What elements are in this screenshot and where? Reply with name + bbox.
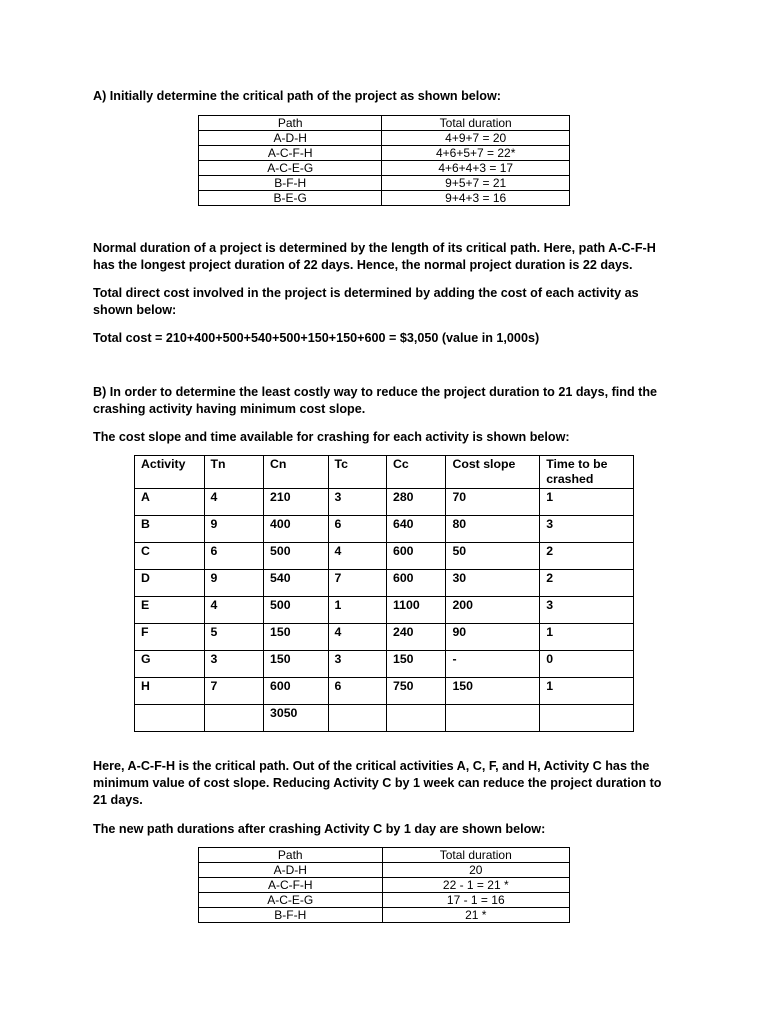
table-cell: 4 bbox=[328, 624, 386, 651]
crashing-table-body bbox=[135, 456, 634, 732]
table-cell: 4+6+5+7 = 22* bbox=[382, 146, 570, 161]
table-cell: 21 * bbox=[382, 908, 569, 923]
new-path-table bbox=[198, 847, 570, 923]
new-paths-intro: The new path durations after crashing Activity C by 1 day are shown below: bbox=[93, 822, 546, 836]
table-cell: 280 bbox=[386, 489, 445, 516]
section-b-label: B) bbox=[93, 385, 107, 399]
table-row bbox=[135, 624, 634, 651]
table-cell: 150 bbox=[386, 651, 445, 678]
table-cell: 0 bbox=[540, 651, 634, 678]
table-cell: 640 bbox=[386, 516, 445, 543]
table-cell: A-C-F-H bbox=[199, 878, 383, 893]
section-a-label: A) bbox=[93, 89, 107, 103]
table-header-row bbox=[199, 116, 570, 131]
table-header-cell: Total duration bbox=[382, 116, 570, 131]
table-row bbox=[135, 516, 634, 543]
normal-duration-paragraph: Normal duration of a project is determined by the length of its critical path. Here, path A-C-F-H has the longest project duration of 22 days. Hence, the normal project duration is 22 days. bbox=[93, 241, 656, 272]
table-row bbox=[199, 893, 570, 908]
table-cell bbox=[328, 705, 386, 732]
table-cell: 2 bbox=[540, 570, 634, 597]
table-header-row bbox=[199, 848, 570, 863]
table-cell: F bbox=[135, 624, 205, 651]
table-cell: 500 bbox=[264, 543, 329, 570]
table-header-cell: Path bbox=[199, 116, 382, 131]
table-cell: A-D-H bbox=[199, 863, 383, 878]
table-cell: A bbox=[135, 489, 205, 516]
crashing-table bbox=[134, 455, 634, 732]
critical-path-table bbox=[198, 115, 570, 206]
direct-cost-paragraph: Total direct cost involved in the project is determined by adding the cost of each activity as shown below: bbox=[93, 286, 639, 317]
table-cell: 3050 bbox=[264, 705, 329, 732]
table-cell: G bbox=[135, 651, 205, 678]
table-header-cell: Cc bbox=[386, 456, 445, 489]
table-row bbox=[135, 651, 634, 678]
table-cell: 3 bbox=[540, 516, 634, 543]
table-cell: 400 bbox=[264, 516, 329, 543]
table-cell: A-D-H bbox=[199, 131, 382, 146]
total-cost-paragraph: Total cost = 210+400+500+540+500+150+150+600 = $3,050 (value in 1,000s) bbox=[93, 331, 540, 345]
table-cell: 3 bbox=[328, 651, 386, 678]
table-cell: 500 bbox=[264, 597, 329, 624]
table-cell: 4 bbox=[328, 543, 386, 570]
section-b-intro bbox=[93, 384, 673, 418]
table-cell: 4 bbox=[204, 489, 263, 516]
table-header-cell: Tc bbox=[328, 456, 386, 489]
table-cell bbox=[386, 705, 445, 732]
table-cell: 1 bbox=[540, 624, 634, 651]
table-cell: 20 bbox=[382, 863, 569, 878]
table-cell: 9+5+7 = 21 bbox=[382, 176, 570, 191]
table-cell: 240 bbox=[386, 624, 445, 651]
table-row bbox=[199, 863, 570, 878]
table-cell: 9 bbox=[204, 570, 263, 597]
table-cell: 4+9+7 = 20 bbox=[382, 131, 570, 146]
table-cell: 4 bbox=[204, 597, 263, 624]
table-row bbox=[199, 191, 570, 206]
section-a-intro bbox=[93, 88, 673, 105]
table-row bbox=[135, 489, 634, 516]
table-cell: 150 bbox=[264, 651, 329, 678]
table-cell: C bbox=[135, 543, 205, 570]
table-header-cell: Activity bbox=[135, 456, 205, 489]
table-cell: - bbox=[446, 651, 540, 678]
table-row bbox=[135, 678, 634, 705]
table-cell: 210 bbox=[264, 489, 329, 516]
table-cell: 1 bbox=[328, 597, 386, 624]
table-row bbox=[135, 597, 634, 624]
table-cell: 7 bbox=[204, 678, 263, 705]
section-a-intro-text: Initially determine the critical path of the project as shown below: bbox=[109, 89, 501, 103]
table-cell: 1 bbox=[540, 489, 634, 516]
table-cell: 80 bbox=[446, 516, 540, 543]
table-cell: 600 bbox=[386, 543, 445, 570]
table-cell: 30 bbox=[446, 570, 540, 597]
table-cell: 6 bbox=[328, 516, 386, 543]
table-cell: E bbox=[135, 597, 205, 624]
table-cell: 750 bbox=[386, 678, 445, 705]
table-row bbox=[199, 878, 570, 893]
table-cell: A-C-E-G bbox=[199, 161, 382, 176]
table-row bbox=[199, 161, 570, 176]
table-header-row bbox=[135, 456, 634, 489]
table-cell: 6 bbox=[328, 678, 386, 705]
table-row bbox=[199, 131, 570, 146]
table-cell: 3 bbox=[328, 489, 386, 516]
table-cell: 50 bbox=[446, 543, 540, 570]
table-header-cell: Time to be crashed bbox=[540, 456, 634, 489]
table-cell: 9 bbox=[204, 516, 263, 543]
table-cell: 3 bbox=[204, 651, 263, 678]
new-path-table-body bbox=[199, 848, 570, 923]
table-row bbox=[199, 908, 570, 923]
table-cell: 4+6+4+3 = 17 bbox=[382, 161, 570, 176]
table-row bbox=[135, 570, 634, 597]
table-cell: 6 bbox=[204, 543, 263, 570]
critical-analysis-paragraph: Here, A-C-F-H is the critical path. Out of the critical activities A, C, F, and H, Activity C has the minimum value of cost slope. Reducing Activity C by 1 week can reduce the project duration to 21 days. bbox=[93, 759, 662, 807]
table-cell: 1 bbox=[540, 678, 634, 705]
table-row bbox=[199, 176, 570, 191]
table-cell: 540 bbox=[264, 570, 329, 597]
table-header-cell: Cost slope bbox=[446, 456, 540, 489]
table-header-cell: Tn bbox=[204, 456, 263, 489]
table-cell: 70 bbox=[446, 489, 540, 516]
table-cell bbox=[204, 705, 263, 732]
table-cell: 150 bbox=[264, 624, 329, 651]
table-cell: 7 bbox=[328, 570, 386, 597]
table-cell: 1100 bbox=[386, 597, 445, 624]
table-header-cell: Total duration bbox=[382, 848, 569, 863]
table-header-cell: Cn bbox=[264, 456, 329, 489]
table-cell: 150 bbox=[446, 678, 540, 705]
table-cell: A-C-E-G bbox=[199, 893, 383, 908]
cost-slope-intro: The cost slope and time available for crashing for each activity is shown below: bbox=[93, 430, 570, 444]
table-row bbox=[199, 146, 570, 161]
table-cell: 5 bbox=[204, 624, 263, 651]
table-row bbox=[135, 705, 634, 732]
table-cell: B-F-H bbox=[199, 908, 383, 923]
section-b-intro-text: In order to determine the least costly way to reduce the project duration to 21 days, find the crashing activity having minimum cost slope. bbox=[93, 385, 658, 416]
critical-path-table-body bbox=[199, 116, 570, 206]
table-cell: B-E-G bbox=[199, 191, 382, 206]
table-cell: 22 - 1 = 21 * bbox=[382, 878, 569, 893]
table-cell: B bbox=[135, 516, 205, 543]
table-cell: 9+4+3 = 16 bbox=[382, 191, 570, 206]
table-cell bbox=[446, 705, 540, 732]
table-cell: 90 bbox=[446, 624, 540, 651]
table-cell: 2 bbox=[540, 543, 634, 570]
table-cell: 3 bbox=[540, 597, 634, 624]
table-cell: D bbox=[135, 570, 205, 597]
table-row bbox=[135, 543, 634, 570]
table-header-cell: Path bbox=[199, 848, 383, 863]
table-cell: 600 bbox=[386, 570, 445, 597]
table-cell: H bbox=[135, 678, 205, 705]
table-cell bbox=[540, 705, 634, 732]
table-cell: 17 - 1 = 16 bbox=[382, 893, 569, 908]
table-cell: A-C-F-H bbox=[199, 146, 382, 161]
table-cell: 200 bbox=[446, 597, 540, 624]
table-cell: B-F-H bbox=[199, 176, 382, 191]
table-cell: 600 bbox=[264, 678, 329, 705]
table-cell bbox=[135, 705, 205, 732]
